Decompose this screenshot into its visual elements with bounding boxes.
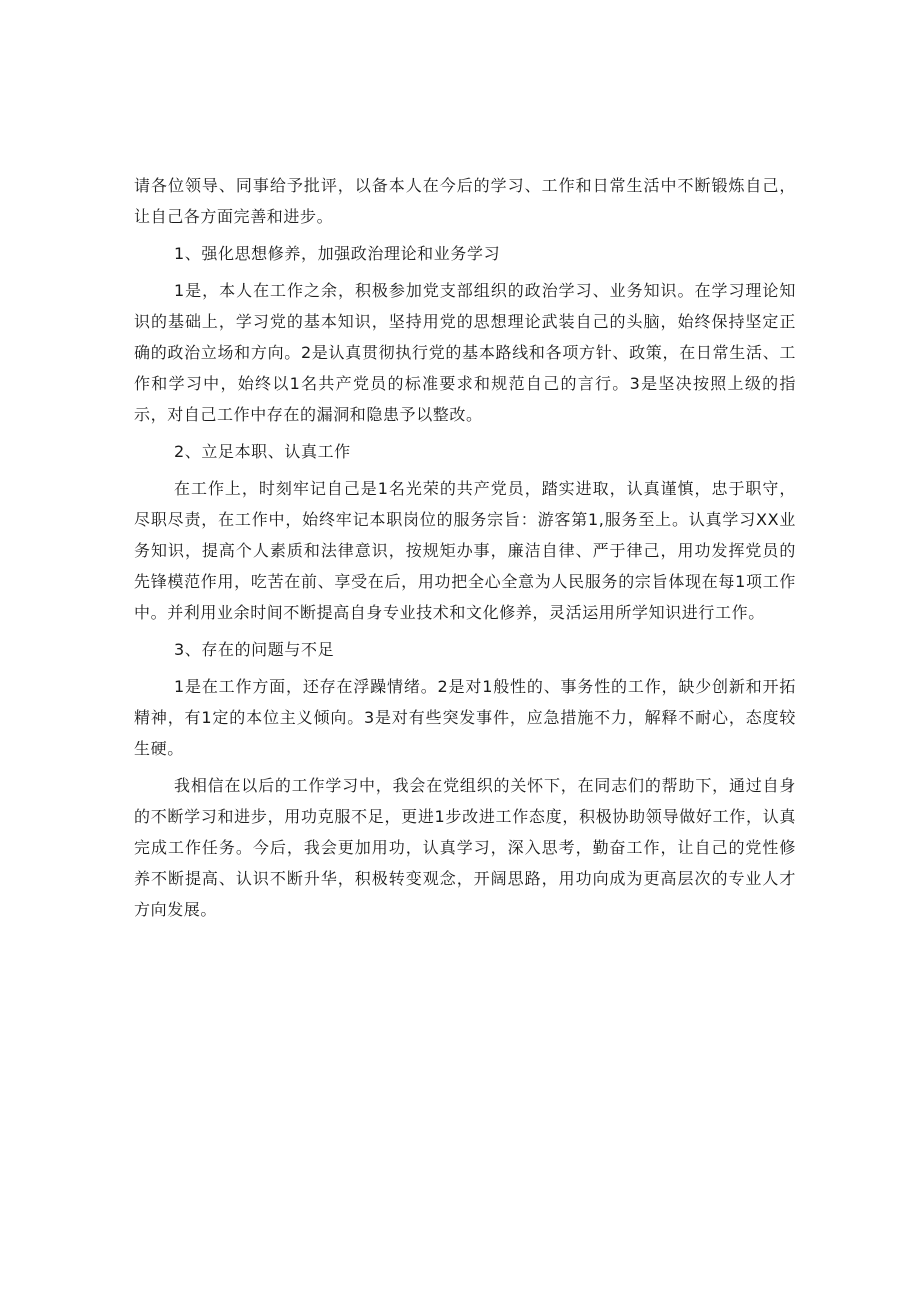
section-heading-2: 2、立足本职、认真工作 [174,442,351,461]
section-heading-1: 1、强化思想修养，加强政治理论和业务学习 [174,244,501,263]
document-body [134,170,796,931]
section-heading-3: 3、存在的问题与不足 [174,640,335,659]
paragraph-section-1: 1是，本人在工作之余，积极参加党支部组织的政治学习、业务知识。在学习理论知识的基础上，学习党的基本知识，坚持用党的思想理论武装自己的头脑，始终保持坚定正确的政治立场和方向。2是认真贯彻执行党的基本路线和各项方针、政策，在日常生活、工作和学习中，始终以1名共产党员的标准要求和规范自己的言行。3是坚决按照上级的指示，对自己工作中存在的漏洞和隐患予以整改。 [134,281,796,424]
paragraph-section-3: 1是在工作方面，还存在浮躁情绪。2是对1般性的、事务性的工作，缺少创新和开拓精神，有1定的本位主义倾向。3是对有些突发事件，应急措施不力，解释不耐心，态度较生硬。 [134,677,796,758]
paragraph-conclusion: 我相信在以后的工作学习中，我会在党组织的关怀下，在同志们的帮助下，通过自身的不断学习和进步，用功克服不足，更进1步改进工作态度，积极协助领导做好工作，认真完成工作任务。今后，我会更加用功，认真学习，深入思考，勤奋工作，让自己的党性修养不断提高、认识不断升华，积极转变观念，开阔思路，用功向成为更高层次的专业人才方向发展。 [134,776,796,919]
paragraph-section-2: 在工作上，时刻牢记自己是1名光荣的共产党员，踏实进取，认真谨慎，忠于职守，尽职尽责，在工作中，始终牢记本职岗位的服务宗旨：游客第1,服务至上。认真学习XX业务知识，提高个人素质和法律意识，按规矩办事，廉洁自律、严于律己，用功发挥党员的先锋模范作用，吃苦在前、享受在后，用功把全心全意为人民服务的宗旨体现在每1项工作中。并利用业余时间不断提高自身专业技术和文化修养，灵活运用所学知识进行工作。 [134,479,796,622]
paragraph-closing-request: 请各位领导、同事给予批评，以备本人在今后的学习、工作和日常生活中不断锻炼自己，让自己各方面完善和进步。 [134,176,796,226]
